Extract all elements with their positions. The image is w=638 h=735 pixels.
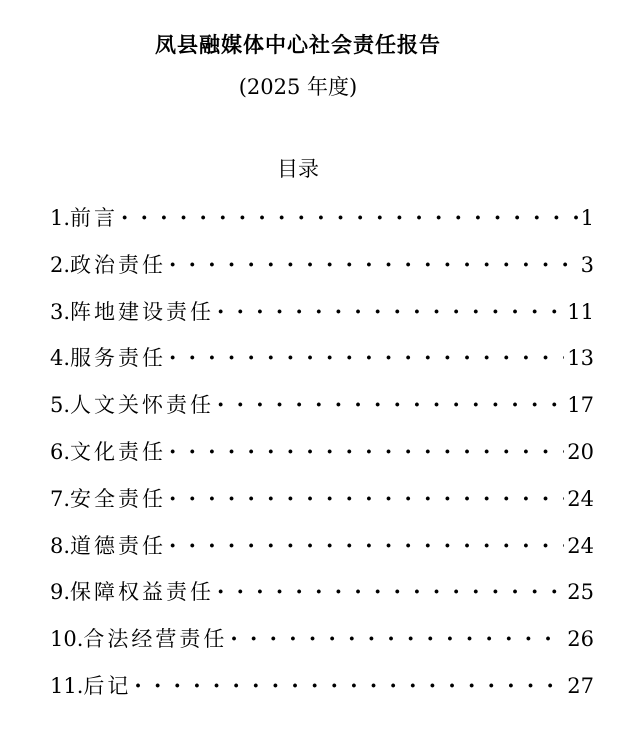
toc-entry-number: 4. — [50, 346, 71, 371]
toc-entry-number: 11. — [50, 673, 84, 698]
toc-entry-label: 政治责任 — [70, 252, 167, 277]
toc-entry-number: 2. — [50, 252, 71, 277]
toc-entry-number: 5. — [50, 393, 71, 418]
toc-dot-leader — [217, 577, 564, 607]
toc-entry-2[interactable] — [50, 250, 594, 297]
toc-entry-page: 25 — [567, 580, 594, 605]
toc-entry-page: 20 — [567, 439, 594, 464]
toc-entry-label: 人文关怀责任 — [70, 393, 215, 418]
toc-entry-page: 17 — [567, 393, 594, 418]
toc-entry-page: 11 — [567, 299, 594, 324]
toc-entry-number: 10. — [50, 627, 84, 652]
toc-dot-leader — [169, 531, 564, 561]
toc-entry-label: 合法经营责任 — [83, 627, 228, 652]
toc-entry-label: 阵地建设责任 — [70, 299, 215, 324]
toc-entry-page: 24 — [567, 533, 594, 558]
toc-entry-label: 后记 — [83, 673, 132, 698]
toc-entry-label: 前言 — [70, 206, 119, 230]
toc-entry-page: 26 — [567, 627, 594, 652]
toc-entry-number: 9. — [50, 580, 71, 605]
toc-dot-leader — [230, 624, 564, 654]
toc-dot-leader — [217, 390, 564, 420]
toc-entry-page: 24 — [567, 486, 594, 511]
toc-entry-number: 8. — [50, 533, 71, 558]
toc-dot-leader — [121, 203, 578, 233]
toc-entry-number: 6. — [50, 439, 71, 464]
report-title: 凤县融媒体中心社会责任报告 — [155, 32, 441, 57]
toc-entry-5[interactable] — [50, 390, 594, 437]
toc-entry-11[interactable] — [50, 671, 594, 718]
toc-entry-label: 保障权益责任 — [70, 580, 215, 605]
toc-entry-8[interactable] — [50, 531, 594, 578]
toc-heading: 目录 — [277, 157, 319, 181]
toc-dot-leader — [134, 671, 564, 701]
toc-entry-9[interactable] — [50, 577, 594, 624]
toc-entry-number: 1. — [50, 206, 71, 230]
toc-entry-label: 服务责任 — [70, 346, 167, 371]
toc-entry-4[interactable] — [50, 343, 594, 390]
toc-entry-page: 27 — [567, 673, 594, 698]
toc-entry-page: 3 — [580, 252, 594, 277]
toc-entry-6[interactable] — [50, 437, 594, 484]
toc-entry-page: 1 — [580, 206, 594, 230]
toc-entry-label: 安全责任 — [70, 486, 167, 511]
report-subtitle: (2025 年度) — [238, 75, 358, 99]
toc-dot-leader — [169, 437, 564, 467]
toc-entry-number: 3. — [50, 299, 71, 324]
table-of-contents — [50, 203, 594, 718]
toc-entry-10[interactable] — [50, 624, 594, 671]
toc-entry-7[interactable] — [50, 484, 594, 531]
toc-entry-label: 道德责任 — [70, 533, 167, 558]
toc-entry-page: 13 — [567, 346, 594, 371]
toc-dot-leader — [169, 250, 578, 280]
toc-entry-1[interactable] — [50, 203, 594, 250]
toc-entry-label: 文化责任 — [70, 439, 167, 464]
toc-dot-leader — [217, 297, 564, 327]
toc-dot-leader — [169, 343, 564, 373]
toc-entry-3[interactable] — [50, 297, 594, 344]
toc-entry-number: 7. — [50, 486, 71, 511]
toc-dot-leader — [169, 484, 564, 514]
